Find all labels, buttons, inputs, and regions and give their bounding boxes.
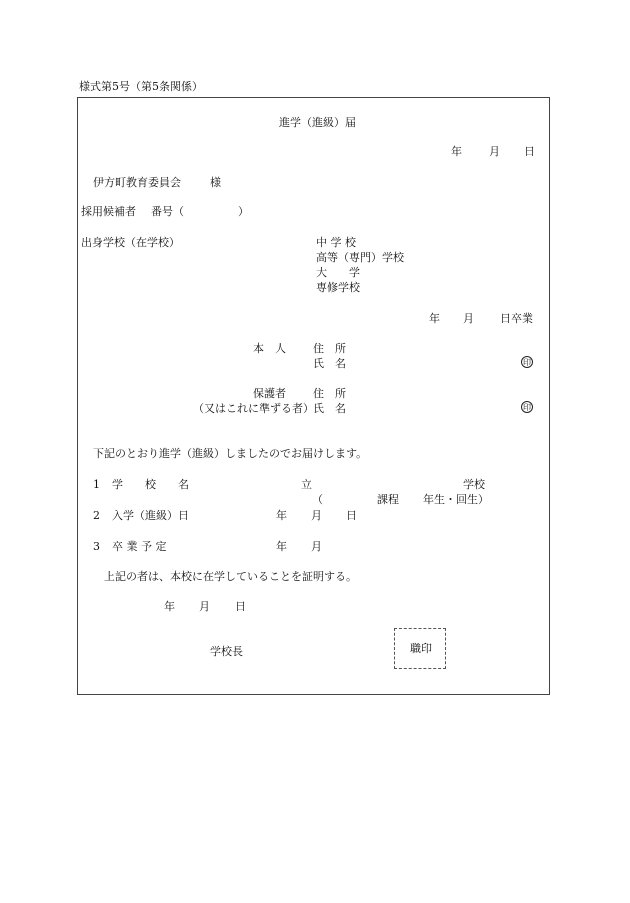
candidate-number-label: 番号（ — [151, 205, 184, 218]
item-1-established: 立 — [301, 478, 312, 491]
guardian-role: 保護者 — [253, 387, 286, 400]
guardian-name-label: 氏 名 — [313, 402, 346, 415]
item-2-year: 年 — [276, 509, 287, 522]
candidate-label: 採用候補者 — [81, 205, 136, 218]
item-1-year-grade: 年生・回生） — [423, 493, 489, 506]
item-1-number: 1 — [93, 478, 100, 491]
item-1-school-suffix: 学校 — [463, 478, 485, 491]
item-1-label: 学 校 名 — [112, 478, 189, 491]
origin-option-vocational: 専修学校 — [316, 281, 360, 294]
origin-option-junior-high: 中 学 校 — [316, 236, 356, 249]
item-3-year: 年 — [276, 540, 287, 553]
statement-text: 下記のとおり進学（進級）しましたのでお届けします。 — [93, 447, 368, 460]
top-date-month: 月 — [489, 145, 500, 158]
item-2-number: 2 — [93, 509, 100, 522]
origin-school-label: 出身学校（在学校） — [81, 236, 180, 249]
guardian-role-note: （又はこれに準ずる者） — [193, 402, 314, 415]
graduation-date-year: 年 — [429, 312, 440, 325]
origin-option-university: 大 学 — [316, 266, 360, 279]
applicant-role: 本 人 — [253, 342, 286, 355]
certification-date-year: 年 — [164, 600, 175, 613]
applicant-name-label: 氏 名 — [313, 357, 346, 370]
origin-option-technical-college: 高等（専門）学校 — [316, 251, 404, 264]
item-2-label: 入学（進級）日 — [112, 509, 189, 522]
graduation-date-day: 日卒業 — [500, 312, 533, 325]
top-date-year: 年 — [451, 145, 462, 158]
candidate-number-close: ） — [238, 205, 249, 218]
item-1-course: 課程 — [377, 493, 399, 506]
applicant-address-label: 住 所 — [313, 342, 346, 355]
form-number: 様式第5号（第5条関係） — [79, 80, 203, 93]
item-2-day: 日 — [346, 509, 357, 522]
form-title: 進学（進級）届 — [279, 116, 356, 129]
guardian-seal-icon: 印 — [523, 403, 531, 412]
item-3-label: 卒 業 予 定 — [112, 540, 167, 553]
graduation-date-month: 月 — [463, 312, 474, 325]
item-1-paren-open: （ — [312, 493, 323, 506]
item-3-month: 月 — [311, 540, 322, 553]
certification-date-day: 日 — [235, 600, 246, 613]
certification-text: 上記の者は、本校に在学していることを証明する。 — [104, 570, 357, 583]
guardian-address-label: 住 所 — [313, 387, 346, 400]
principal-label: 学校長 — [210, 645, 243, 658]
certification-date-month: 月 — [199, 600, 210, 613]
addressee-name: 伊方町教育委員会 — [93, 176, 181, 189]
top-date-day: 日 — [524, 145, 535, 158]
item-2-month: 月 — [311, 509, 322, 522]
item-3-number: 3 — [93, 540, 100, 553]
official-seal-label: 職印 — [410, 642, 432, 655]
applicant-seal-icon: 印 — [523, 358, 531, 367]
addressee-honorific: 様 — [210, 176, 221, 189]
official-seal-box — [394, 628, 446, 669]
